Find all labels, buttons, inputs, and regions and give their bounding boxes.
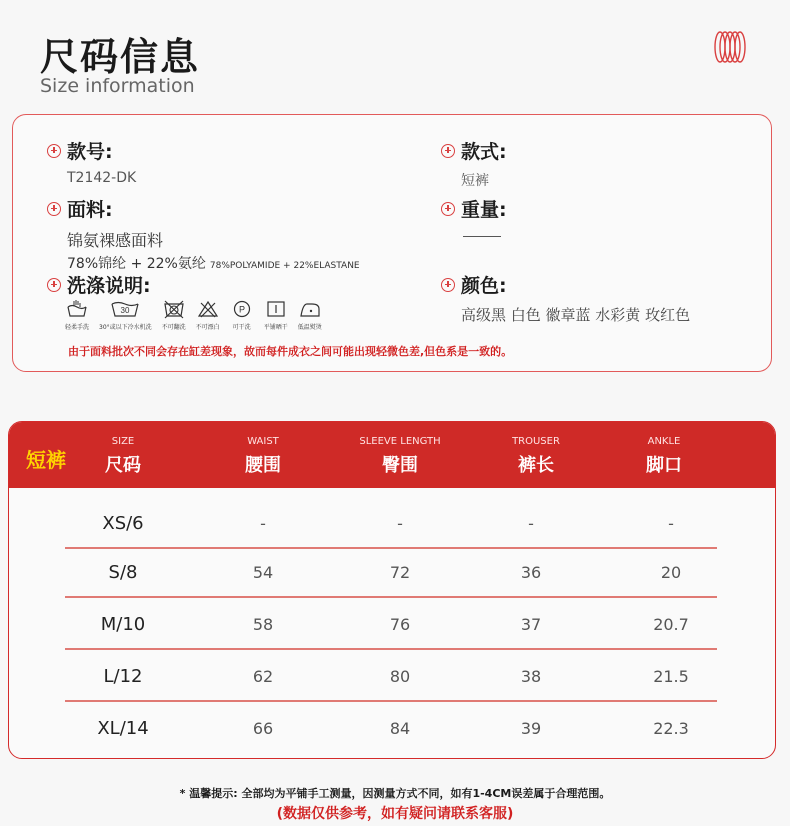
measure-cell: 66 (252, 719, 274, 738)
measure-cell: 22.3 (653, 719, 689, 738)
dry-clean-p-icon (230, 299, 254, 319)
no-bleach-icon (196, 299, 220, 319)
style-number-label: 款号: (67, 141, 113, 163)
measure-cell: 84 (389, 719, 411, 738)
size-cell: S/8 (108, 562, 138, 583)
plus-circle-icon (47, 202, 61, 216)
table-row (9, 498, 775, 550)
column-header-ankle: ANKLE 脚口 (646, 436, 682, 476)
column-header-waist: WAIST 腰围 (245, 436, 281, 476)
fabric-name: 锦氨裸感面料 (67, 231, 164, 250)
care-label: 洗涤说明: (67, 275, 151, 297)
care-symbols (65, 299, 332, 331)
row-divider (65, 648, 717, 650)
measure-cell: - (668, 514, 674, 533)
measure-cell: 76 (389, 615, 411, 634)
page-subtitle: Size information (40, 75, 195, 97)
flat-dry-icon (264, 299, 288, 319)
care-field (47, 271, 151, 298)
color-field (441, 271, 690, 325)
size-cell: XS/6 (102, 513, 144, 534)
plus-circle-icon (441, 144, 455, 158)
page-title: 尺码信息 (40, 35, 201, 79)
care-item: 不可翻洗 (162, 299, 186, 331)
size-table-tag: 短裤 (26, 448, 66, 472)
care-item: P 可干洗 (230, 299, 254, 331)
color-label: 颜色: (461, 275, 507, 297)
care-item: 平铺晒干 (264, 299, 288, 331)
measure-cell: - (397, 514, 403, 533)
plus-circle-icon (47, 278, 61, 292)
measure-cell: 72 (389, 563, 411, 582)
product-info-card (12, 114, 772, 372)
fabric-label: 面料: (67, 199, 113, 221)
fabric-field (47, 195, 360, 273)
care-item: 不可漂白 (196, 299, 220, 331)
svg-text:P: P (238, 304, 245, 315)
row-divider (65, 596, 717, 598)
measure-cell: 20.7 (653, 615, 689, 634)
care-item: 轻柔手洗 (65, 299, 89, 331)
low-iron-icon (298, 299, 322, 319)
measure-cell: 38 (520, 667, 542, 686)
measure-cell: 21.5 (653, 667, 689, 686)
measure-cell: 39 (520, 719, 542, 738)
measure-cell: 58 (252, 615, 274, 634)
style-type-field (441, 137, 507, 190)
size-cell: L/12 (103, 666, 143, 687)
measure-cell: 54 (252, 563, 274, 582)
measure-cell: 36 (520, 563, 542, 582)
row-divider (65, 700, 717, 702)
fabric-composition (67, 253, 360, 273)
hand-wash-icon (65, 299, 89, 319)
plus-circle-icon (47, 144, 61, 158)
no-tumble-dry-icon (162, 299, 186, 319)
measure-cell: 20 (660, 563, 682, 582)
table-row (9, 703, 775, 755)
size-cell: M/10 (100, 614, 146, 635)
plus-circle-icon (441, 278, 455, 292)
weight-label: 重量: (461, 199, 507, 221)
size-table (8, 421, 776, 759)
care-item: 低温熨烫 (298, 299, 322, 331)
plus-circle-icon (441, 202, 455, 216)
column-header-size: SIZE 尺码 (105, 436, 141, 476)
style-number-value: T2142-DK (67, 170, 137, 186)
size-table-header (9, 422, 775, 488)
care-item: 30 30°或以下冷水机洗 (99, 299, 152, 331)
color-value: 高级黑 白色 徽章蓝 水彩黄 玫红色 (461, 306, 691, 324)
measure-cell: 80 (389, 667, 411, 686)
svg-text:30: 30 (120, 306, 130, 315)
weight-empty-dash (463, 236, 501, 237)
fabric-composition-en: 78%POLYAMIDE + 22%ELASTANE (209, 261, 360, 271)
machine-wash-30-icon (110, 299, 140, 319)
measure-cell: 62 (252, 667, 274, 686)
style-number-field (47, 137, 136, 186)
table-row (9, 599, 775, 651)
table-row (9, 651, 775, 703)
fabric-composition-cn: 78%锦纶 + 22%氨纶 (67, 256, 206, 272)
measure-cell: - (260, 514, 266, 533)
color-difference-notice: 由于面料批次不同会存在缸差现象，故而每件成衣之间可能出现轻微色差,但色系是一致的。 (68, 345, 513, 358)
table-row (9, 547, 775, 599)
measure-cell: - (528, 514, 534, 533)
measure-cell: 37 (520, 615, 542, 634)
size-cell: XL/14 (97, 718, 149, 739)
measurement-tip: * 温馨提示: 全部均为平铺手工测量，因测量方式不同，如有1-4CM误差属于合理范围。 (179, 787, 611, 800)
style-type-label: 款式: (461, 141, 507, 163)
style-type-value: 短裤 (461, 173, 489, 189)
weight-field (441, 195, 507, 237)
column-header-length: TROUSER 裤长 (512, 436, 560, 476)
reference-disclaimer: (数据仅供参考，如有疑问请联系客服) (276, 806, 514, 822)
rings-decoration-icon (712, 28, 748, 66)
column-header-hip: SLEEVE LENGTH 臀围 (359, 436, 441, 476)
